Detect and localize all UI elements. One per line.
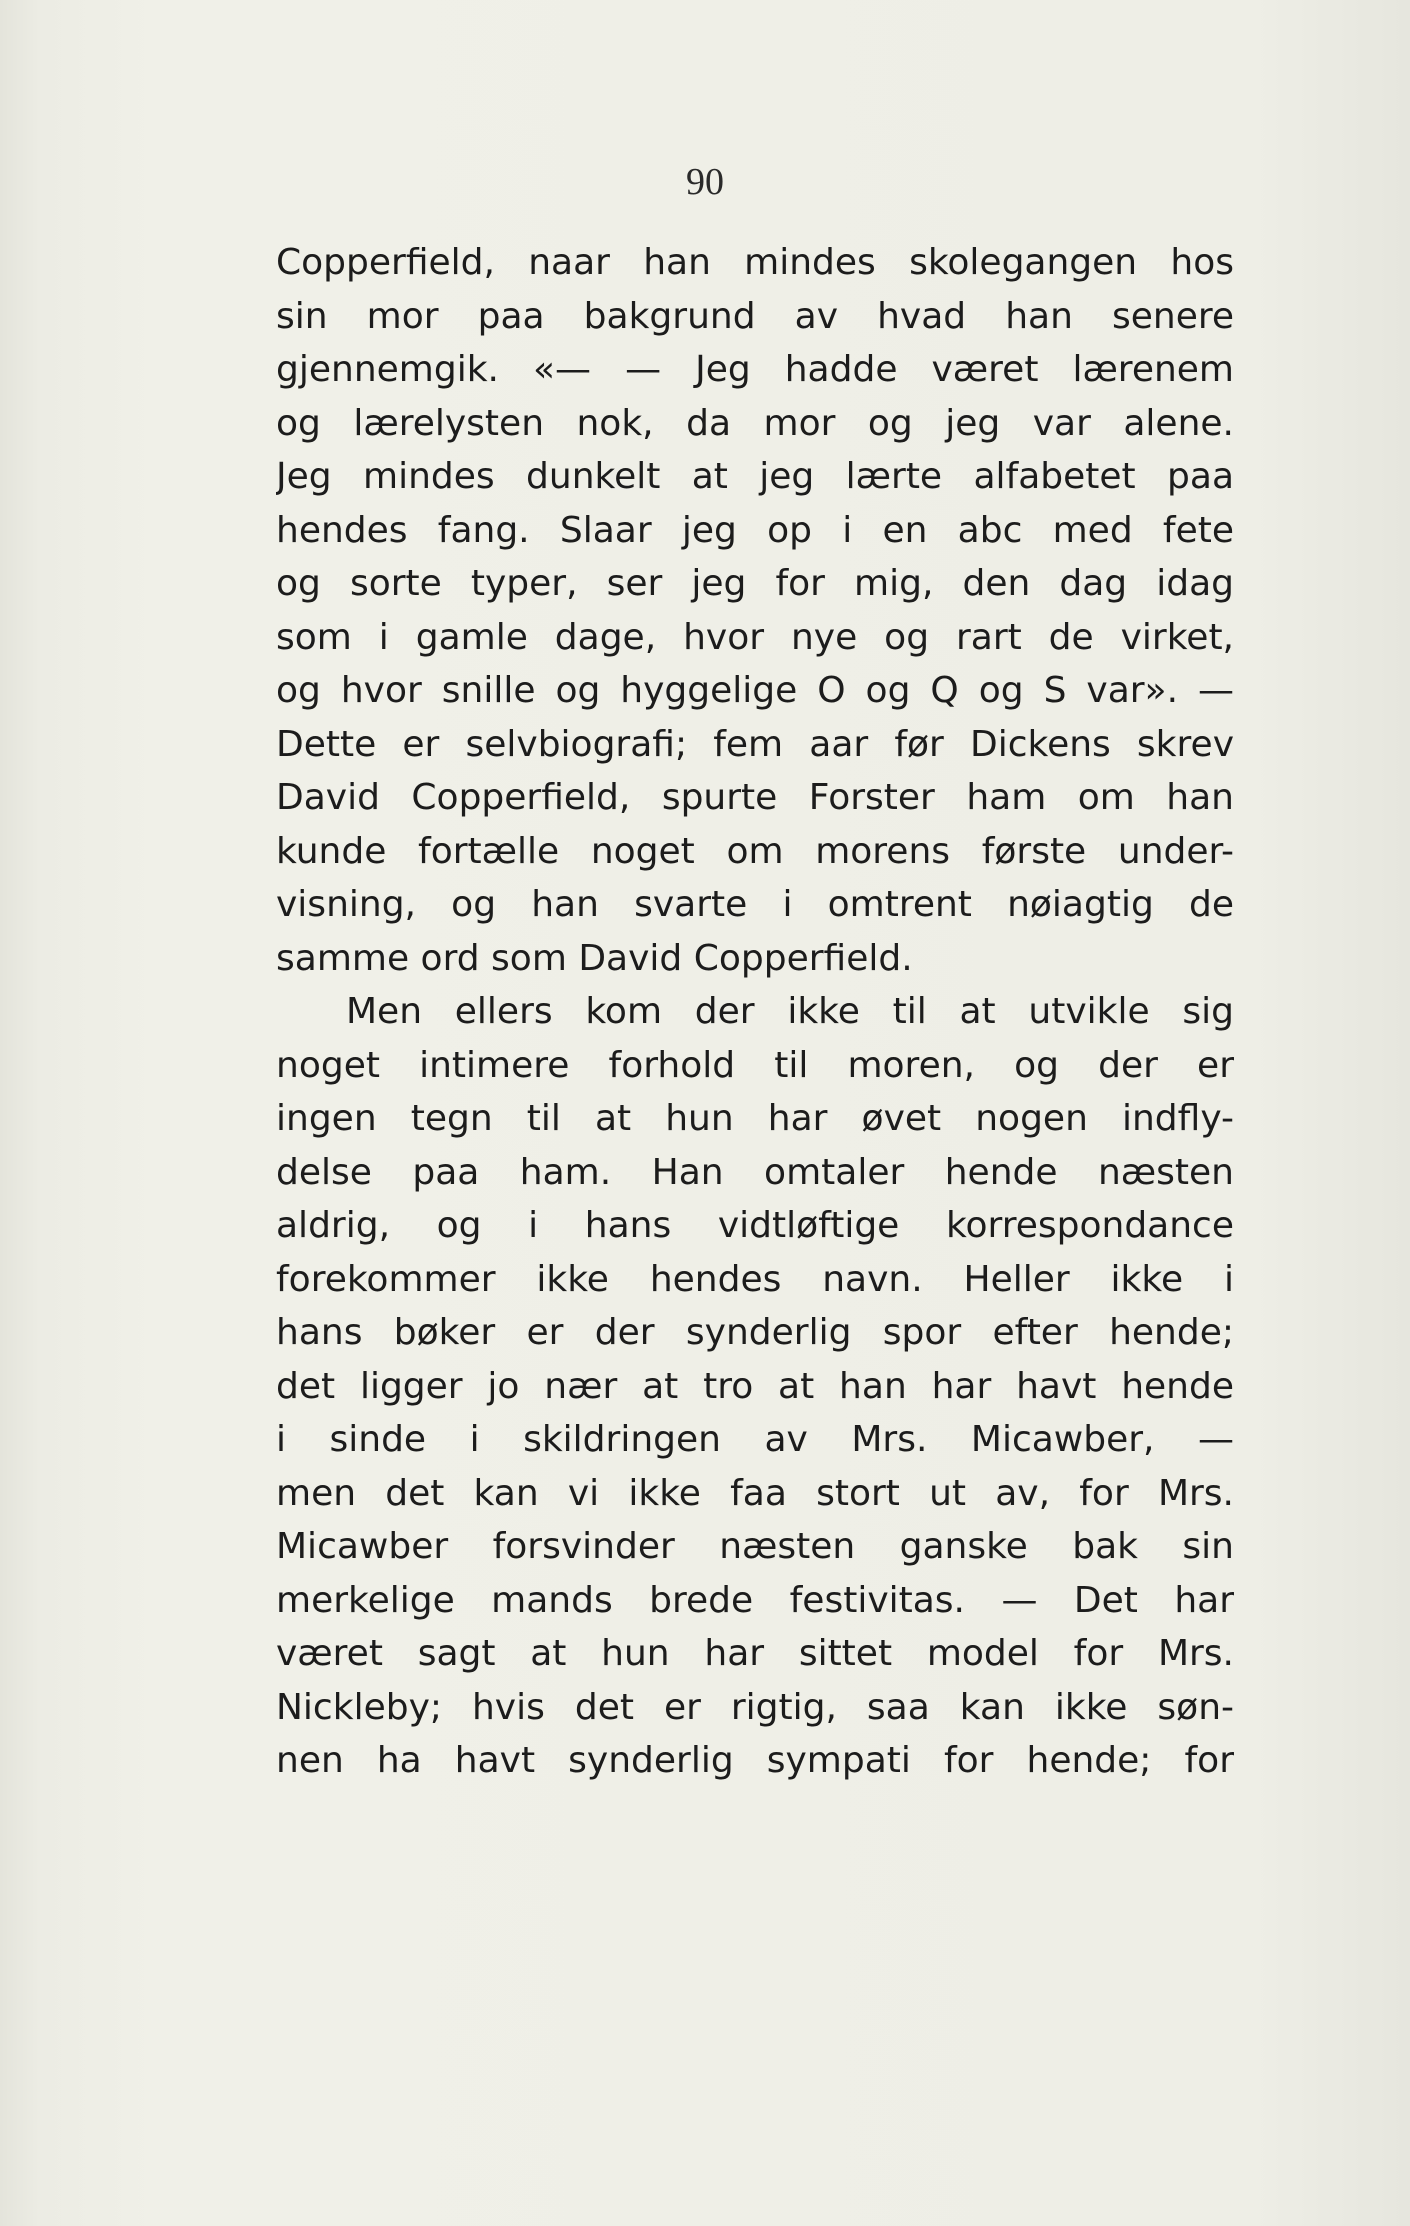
- paragraph-first-line: Men ellers kom der ikke til at utvikle sig: [346, 991, 1234, 1032]
- text-line: aldrig, og i hans vidtløftige korrespondance: [276, 1205, 1234, 1246]
- text-line: hendes fang. Slaar jeg op i en abc med fete: [276, 509, 1234, 551]
- text-line: i sinde i skildringen av Mrs. Micawber, —: [276, 1419, 1234, 1460]
- text-line: Dette er selvbiografi; fem aar før Dickens skrev: [276, 723, 1234, 765]
- text-line: ingen tegn til at hun har øvet nogen indfly-: [276, 1098, 1234, 1139]
- text-line: delse paa ham. Han omtaler hende næsten: [276, 1151, 1234, 1193]
- text-line: men det kan vi ikke faa stort ut av, for Mrs.: [276, 1472, 1234, 1514]
- paragraph-last-line: samme ord som David Copperfield.: [276, 937, 913, 979]
- text-line: som i gamle dage, hvor nye og rart de virket,: [276, 616, 1234, 658]
- text-line: merkelige mands brede festivitas. — Det har: [276, 1579, 1234, 1621]
- text-line: David Copperfield, spurte Forster ham om han: [276, 777, 1234, 818]
- text-line: det ligger jo nær at tro at han har havt hende: [276, 1365, 1234, 1407]
- text-line: nen ha havt synderlig sympati for hende; for: [276, 1740, 1234, 1781]
- text-line: og hvor snille og hyggelige O og Q og S var». —: [276, 670, 1234, 711]
- body-text: [276, 236, 1234, 1788]
- page-number: 90: [686, 161, 724, 203]
- text-line: og sorte typer, ser jeg for mig, den dag idag: [276, 563, 1234, 604]
- text-line: forekommer ikke hendes navn. Heller ikke i: [276, 1258, 1234, 1300]
- text-line: sin mor paa bakgrund av hvad han senere: [276, 295, 1234, 337]
- text-line: Nickleby; hvis det er rigtig, saa kan ikke søn-: [276, 1686, 1234, 1728]
- text-line: Micawber forsvinder næsten ganske bak sin: [276, 1526, 1234, 1567]
- text-line: hans bøker er der synderlig spor efter hende;: [276, 1312, 1234, 1353]
- text-line: Copperfield, naar han mindes skolegangen hos: [276, 242, 1234, 283]
- text-line: noget intimere forhold til moren, og der er: [276, 1044, 1234, 1086]
- text-line: og lærelysten nok, da mor og jeg var alene.: [276, 402, 1234, 444]
- text-line: visning, og han svarte i omtrent nøiagtig de: [276, 884, 1234, 925]
- text-line: gjennemgik. «— — Jeg hadde været lærenem: [276, 349, 1234, 390]
- text-line: været sagt at hun har sittet model for Mrs.: [276, 1633, 1234, 1674]
- text-line: Jeg mindes dunkelt at jeg lærte alfabetet paa: [276, 456, 1234, 497]
- text-line: kunde fortælle noget om morens første under-: [276, 830, 1234, 872]
